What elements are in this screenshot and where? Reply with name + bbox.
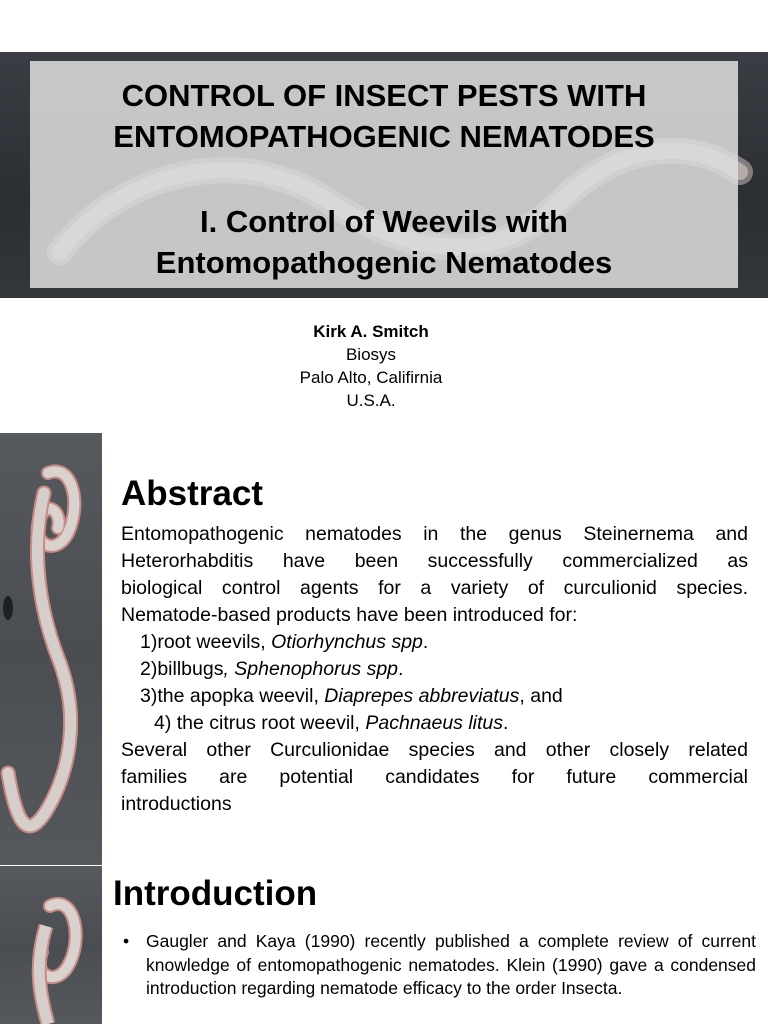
item-suffix: . — [503, 712, 509, 734]
nematode-side-image — [0, 433, 102, 865]
author-country: U.S.A. — [346, 391, 396, 410]
abstract-line: families are potential candidates for future commercial — [121, 766, 748, 788]
abstract-line: Entomopathogenic nematodes in the genus Steinernema and — [121, 523, 748, 545]
abstract-line: introductions — [121, 793, 232, 815]
main-title-line-2: ENTOMOPATHOGENIC NEMATODES — [113, 119, 655, 154]
abstract-list-item — [121, 656, 748, 683]
item-species: Diaprepes abbreviatus — [324, 685, 520, 707]
item-prefix: 1)root weevils, — [140, 631, 272, 653]
abstract-line: Heterorhabditis have been successfully commercialized as — [121, 550, 748, 572]
introduction-bullet-text: Gaugler and Kaya (1990) recently published a complete review of current knowledge of entomopathogenic nematodes. Klein (1990) gave a condensed introduction regarding nematode efficacy to the order Insecta. — [146, 931, 756, 998]
title-panel — [30, 61, 738, 288]
bullet-icon: • — [123, 931, 130, 951]
abstract-list-item — [121, 629, 748, 656]
main-title — [30, 75, 738, 157]
item-prefix: 3)the apopka weevil, — [140, 685, 325, 707]
sub-title-line-1: I. Control of Weevils with — [199, 204, 568, 239]
item-species: Otiorhynchus spp — [271, 631, 423, 653]
nematode-drawing-2 — [0, 866, 102, 1024]
author-name: Kirk A. Smitch — [313, 322, 429, 341]
sub-title — [30, 201, 738, 283]
introduction-list — [121, 930, 756, 1001]
abstract-heading: Abstract — [121, 474, 263, 513]
item-suffix: , and — [519, 685, 563, 707]
author-city: Palo Alto, Califirnia — [299, 368, 443, 387]
item-prefix: 2)billbugs — [140, 658, 224, 680]
introduction-bullet-item — [121, 930, 756, 1001]
item-suffix: . — [422, 631, 429, 653]
abstract-line: biological control agents for a variety of curculionid species. — [121, 577, 748, 599]
author-block — [0, 320, 742, 412]
nematode-drawing — [0, 433, 102, 865]
introduction-heading: Introduction — [113, 874, 318, 913]
item-species: , Sphenophorus spp — [223, 658, 399, 680]
abstract-list-item — [121, 683, 748, 710]
item-prefix: 4) the citrus root weevil, — [154, 712, 366, 734]
abstract-line: Nematode-based products have been introduced for: — [121, 604, 578, 626]
main-title-line-1: CONTROL OF INSECT PESTS WITH — [121, 78, 647, 113]
nematode-side-image-2 — [0, 866, 102, 1024]
item-species: Pachnaeus litus — [365, 712, 504, 734]
title-slide — [0, 52, 768, 298]
abstract-list-item — [121, 710, 748, 737]
abstract-body — [121, 521, 748, 818]
item-suffix: . — [398, 658, 404, 680]
sub-title-line-2: Entomopathogenic Nematodes — [155, 245, 613, 280]
author-organization: Biosys — [345, 345, 397, 364]
abstract-line: Several other Curculionidae species and other closely related — [121, 739, 748, 761]
